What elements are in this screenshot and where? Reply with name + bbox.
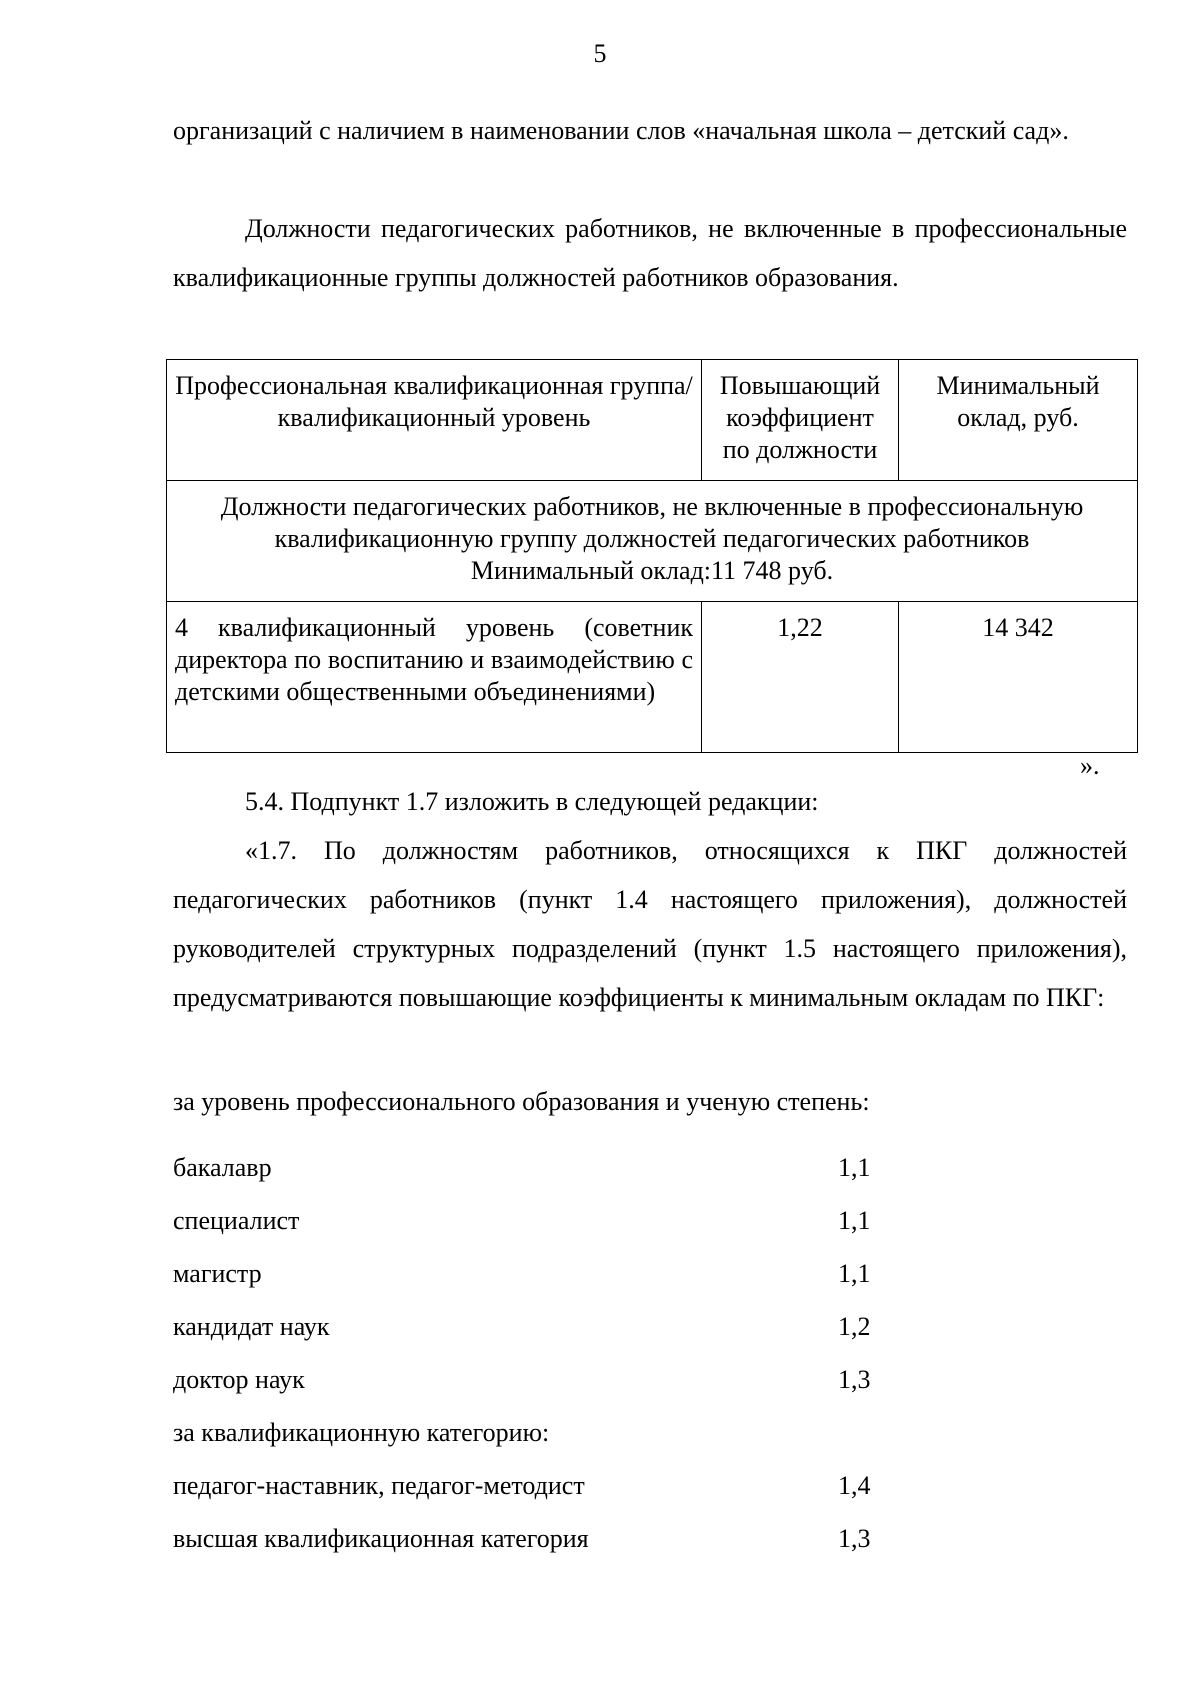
item-label: доктор наук: [173, 1365, 305, 1394]
header-min-salary: Минимальный оклад, руб.: [899, 360, 1138, 481]
item-label: кандидат наук: [173, 1312, 330, 1341]
group-min-salary: Минимальный оклад:11 748 руб.: [470, 556, 834, 585]
item-value: 1,3: [838, 1365, 871, 1394]
page-number: 5: [593, 39, 607, 68]
item-value: 1,4: [838, 1471, 871, 1500]
item-label: высшая квалификационная категория: [173, 1524, 589, 1553]
item-value: 1,3: [838, 1524, 871, 1553]
positions-table: [166, 359, 1138, 753]
item-value: 1,1: [838, 1259, 871, 1288]
education-heading: за уровень профессионального образования и ученую степень:: [173, 1087, 870, 1116]
section-5-4: 5.4. Подпункт 1.7 изложить в следующей редакции:: [245, 787, 819, 816]
paragraph-positions-intro: Должности педагогических работников, не включенные в профессиональные квалификационные группы должностей работников образования.: [173, 214, 1127, 292]
closing-quote: ».: [1080, 751, 1100, 780]
item-value: 1,1: [838, 1206, 871, 1235]
group-cell: [167, 481, 1138, 602]
item-label: специалист: [173, 1206, 300, 1235]
category-heading-text: за квалификационную категорию:: [173, 1418, 550, 1447]
paragraph-organizations: организаций с наличием в наименовании слов «начальная школа – детский сад».: [173, 116, 1069, 145]
group-title: Должности педагогических работников, не включенные в профессиональную квалификационную группу должностей педагогических работников: [220, 492, 1084, 553]
row-coefficient: 1,22: [702, 602, 899, 753]
row-level: 4 квалификационный уровень (советник директора по воспитанию и взаимодействию с детскими общественными объединениями): [167, 602, 702, 753]
item-label: педагог-наставник, педагог-методист: [173, 1471, 585, 1500]
header-coefficient: Повышающий коэффициент по должности: [702, 360, 899, 481]
header-qualification-group: Профессиональная квалификационная группа/квалификационный уровень: [167, 360, 702, 481]
item-value: 1,2: [838, 1312, 871, 1341]
table-row: [167, 602, 1138, 753]
row-salary: 14 342: [899, 602, 1138, 753]
table-group-row: [167, 481, 1138, 602]
item-label: магистр: [173, 1259, 262, 1288]
section-1-7: «1.7. По должностям работников, относящихся к ПКГ должностей педагогических работников (пункт 1.4 настоящего приложения), должностей руководителей структурных подразделений (пункт 1.5 настоящего приложения), предусматриваются повышающие коэффициенты к минимальным окладам по ПКГ:: [173, 836, 1127, 1012]
item-label: бакалавр: [173, 1153, 272, 1182]
item-value: 1,1: [838, 1153, 871, 1182]
table-header-row: [167, 360, 1138, 481]
